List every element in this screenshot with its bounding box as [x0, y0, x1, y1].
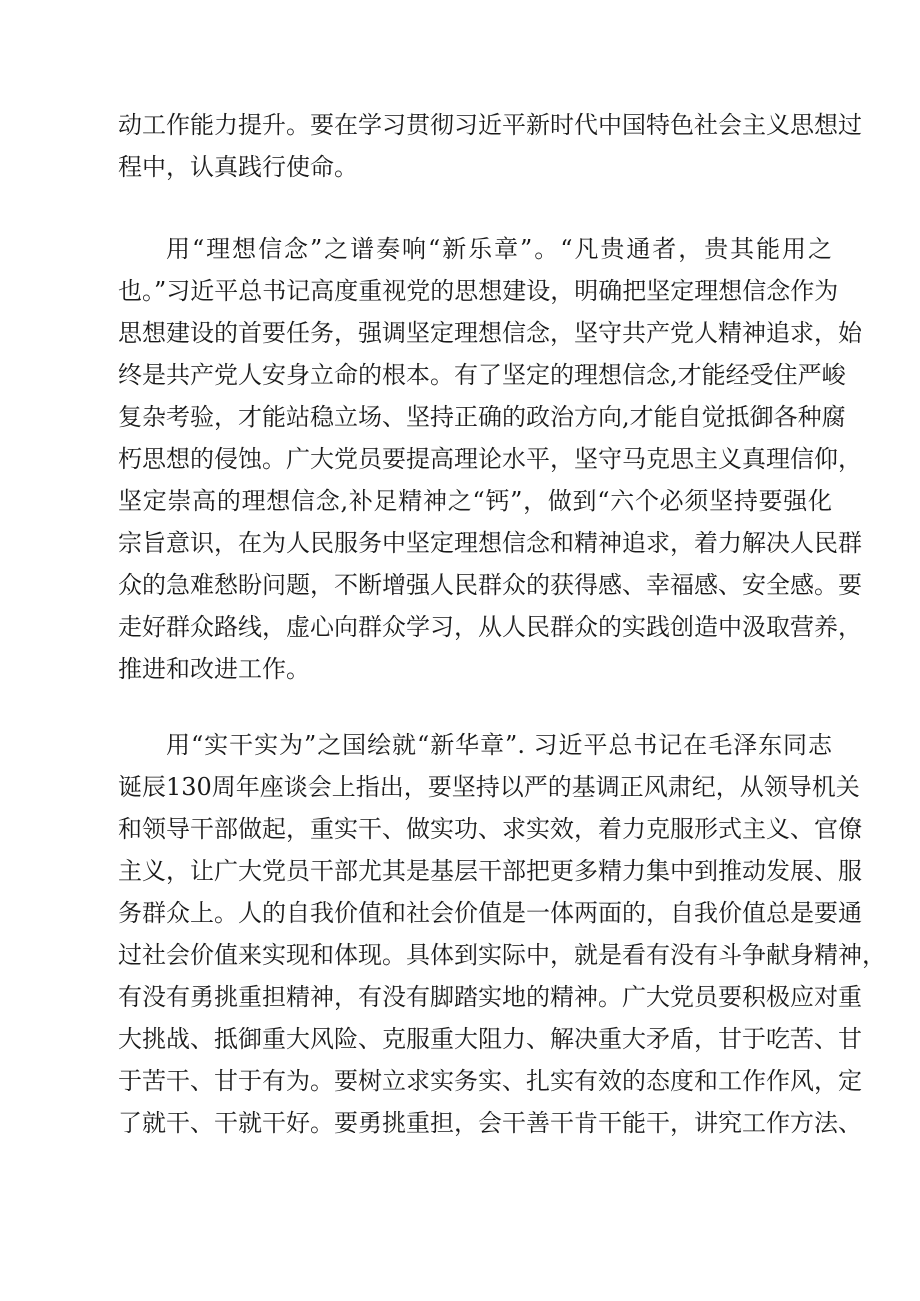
text-line: 坚定崇高的理想信念,补足精神之“钙”，做到“六个必须坚持要强化 — [118, 487, 832, 515]
text-line: 走好群众路线，虚心向群众学习，从人民群众的实践创造中汲取营养， — [118, 613, 862, 641]
text-line: 众的急难愁盼问题，不断增强人民群众的获得感、幸福感、安全感。要 — [118, 571, 862, 599]
text-line: 和领导干部做起，重实干、做实功、求实效，着力克服形式主义、官僚 — [118, 815, 862, 843]
text-line: 宗旨意识，在为人民服务中坚定理想信念和精神追求，着力解决人民群 — [118, 529, 862, 557]
text-line: 思想建设的首要任务，强调坚定理想信念，坚守共产党人精神追求，始 — [118, 319, 862, 347]
text-line: 动工作能力提升。要在学习贯彻习近平新时代中国特色社会主义思想过 — [118, 111, 862, 139]
text-line: 于苦干、甘于有为。要树立求实务实、扎实有效的态度和工作作风，定 — [118, 1067, 862, 1095]
text-line: 推进和改进工作。 — [118, 655, 310, 683]
text-line: 程中，认真践行使命。 — [118, 153, 358, 181]
text-line: 复杂考验，才能站稳立场、坚持正确的政治方向,才能自觉抵御各种腐 — [118, 403, 846, 431]
text-line: 大挑战、抵御重大风险、克服重大阻力、解决重大矛盾，甘于吃苦、甘 — [118, 1025, 862, 1053]
text-line: 务群众上。人的自我价值和社会价值是一体两面的，自我价值总是要通 — [118, 899, 862, 927]
text-line: 也。”习近平总书记高度重视党的思想建设，明确把坚定理想信念作为 — [118, 277, 839, 305]
text-line: 用“实干实为”之国绘就“新华章”. 习近平总书记在毛泽东同志 — [166, 731, 832, 759]
text-line: 用“理想信念”之谱奏响“新乐章”。“凡贵通者，贵其能用之 — [166, 235, 832, 263]
text-line: 主义，让广大党员干部尤其是基层干部把更多精力集中到推动发展、服 — [118, 857, 862, 885]
text-line: 朽思想的侵蚀。广大党员要提高理论水平，坚守马克思主义真理信仰， — [118, 445, 862, 473]
text-line: 终是共产党人安身立命的根本。有了坚定的理想信念,才能经受住严峻 — [118, 361, 846, 389]
text-line: 有没有勇挑重担精神，有没有脚踏实地的精神。广大党员要积极应对重 — [118, 983, 862, 1011]
text-line: 了就干、干就干好。要勇挑重担，会干善干肯干能干，讲究工作方法、 — [118, 1109, 862, 1137]
text-line: 过社会价值来实现和体现。具体到实际中，就是看有没有斗争献身精神， — [118, 941, 886, 969]
text-line: 诞辰130周年座谈会上指出，要坚持以严的基调正风肃纪，从领导机关 — [118, 773, 860, 801]
